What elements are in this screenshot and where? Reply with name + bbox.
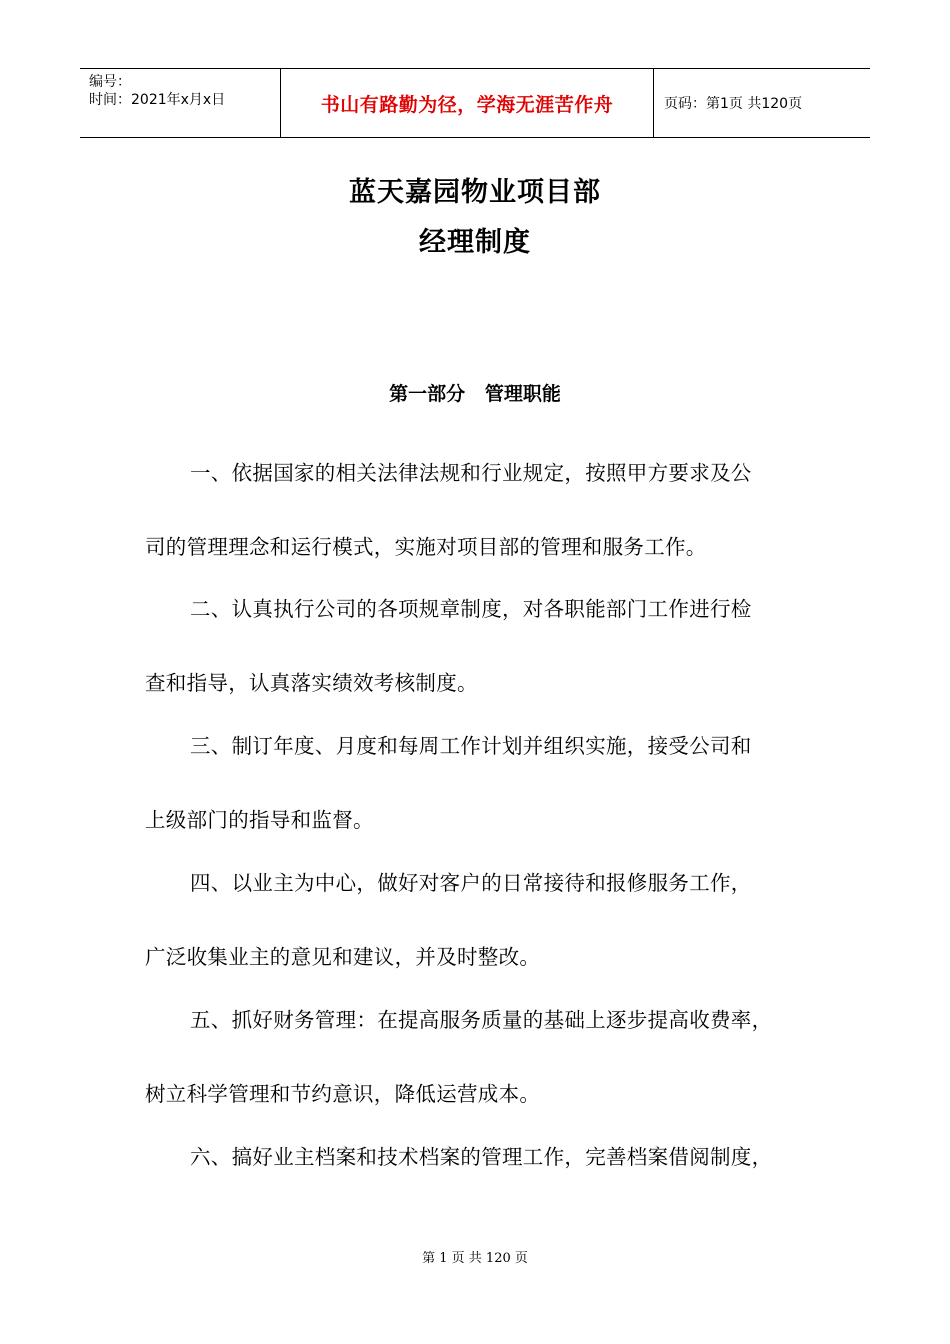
- body-line: 四、以业主为中心，做好对客户的日常接待和报修服务工作，: [190, 871, 752, 895]
- body-line: 广泛收集业主的意见和建议，并及时整改。: [145, 945, 541, 969]
- body-line: 二、认真执行公司的各项规章制度，对各职能部门工作进行检: [190, 597, 752, 621]
- body-line: 树立科学管理和节约意识，降低运营成本。: [145, 1082, 541, 1106]
- document-date-label: 时间：2021年x月x日: [89, 92, 226, 108]
- body-line: 六、搞好业主档案和技术档案的管理工作，完善档案借阅制度，: [190, 1145, 773, 1169]
- body-line: 查和指导，认真落实绩效考核制度。: [145, 671, 478, 695]
- document-title: 蓝天嘉园物业项目部: [349, 177, 601, 208]
- body-line: 一、依据国家的相关法律法规和行业规定，按照甲方要求及公: [190, 461, 752, 485]
- section-heading: 第一部分 管理职能: [389, 383, 561, 405]
- page-header: [80, 68, 870, 138]
- header-info-cell: [80, 69, 281, 137]
- header-page-info: 页码：第1页 共120页: [664, 96, 803, 112]
- document-subtitle: 经理制度: [419, 227, 531, 258]
- body-line: 三、制订年度、月度和每周工作计划并组织实施，接受公司和: [190, 734, 752, 758]
- body-line: 五、抓好财务管理：在提高服务质量的基础上逐步提高收费率，: [190, 1008, 773, 1032]
- page-footer: 第 1 页 共 120 页: [422, 1251, 528, 1266]
- body-line: 上级部门的指导和监督。: [145, 808, 374, 832]
- document-number-label: 编号：: [89, 74, 131, 90]
- header-motto: 书山有路勤为径，学海无涯苦作舟: [281, 69, 654, 137]
- body-line: 司的管理理念和运行模式，实施对项目部的管理和服务工作。: [145, 535, 707, 559]
